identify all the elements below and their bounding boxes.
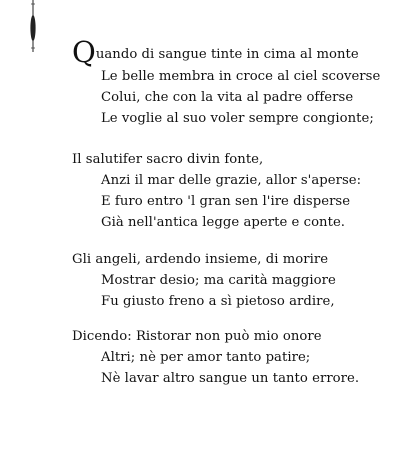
verse-line: Fu giusto freno a sì pietoso ardire,	[101, 294, 335, 309]
verse-line: Le voglie al suo voler sempre congionte;	[101, 111, 374, 126]
verse-line: Anzi il mar delle grazie, allor s'aperse:	[101, 173, 362, 188]
verse-line: Nè lavar altro sangue un tanto errore.	[101, 371, 360, 386]
verse-line: Mostrar desio; ma carità maggiore	[101, 273, 336, 288]
quatrain-1	[72, 36, 380, 129]
tercet-1	[72, 249, 336, 312]
verse-line	[72, 35, 380, 69]
quatrain-2	[72, 149, 361, 233]
verse-line: Gli angeli, ardendo insieme, di morire	[72, 252, 329, 267]
drop-cap: Q	[72, 35, 96, 69]
verse-line: Le belle membra in croce al ciel scoverse	[101, 69, 381, 84]
tercet-2	[72, 326, 359, 389]
verse-text: uando di sangue tinte in cima al monte	[95, 47, 359, 62]
margin-ornament	[29, 0, 37, 52]
verse-line: Altri; nè per amor tanto patire;	[101, 350, 311, 365]
verse-line: Dicendo: Ristorar non può mio onore	[72, 329, 322, 344]
verse-line: Già nell'antica legge aperte e conte.	[101, 215, 346, 230]
verse-line: Il salutifer sacro divin fonte,	[72, 152, 264, 167]
verse-line: Colui, che con la vita al padre offerse	[101, 90, 354, 105]
verse-line: E furo entro 'l gran sen l'ire disperse	[101, 194, 351, 209]
